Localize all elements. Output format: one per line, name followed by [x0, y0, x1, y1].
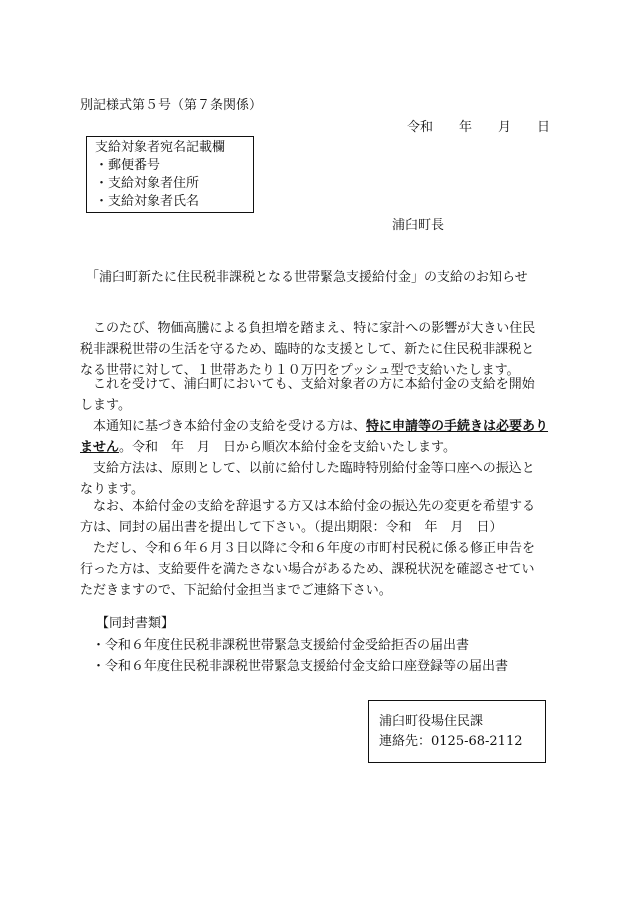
address-item-postal: ・郵便番号 — [95, 158, 161, 173]
sender: 浦臼町長 — [392, 218, 445, 233]
body-paragraph-2 — [80, 374, 552, 416]
body-paragraph-3 — [80, 416, 552, 458]
body-line: なる世帯に対して、１世帯あたり１０万円をプッシュ型で支給いたします。 — [80, 363, 520, 378]
date-line: 令和 年 月 日 — [406, 120, 550, 135]
address-box-title: 支給対象者宛名記載欄 — [95, 140, 226, 155]
body-line: このたび、物価高騰による負担増を踏まえ、特に家計への影響が大きい住民 — [80, 321, 536, 336]
body-paragraph-6 — [80, 538, 552, 601]
enclosure-item: ・令和６年度住民税非課税世帯緊急支援給付金支給口座登録等の届出書 — [92, 659, 509, 674]
body-paragraph-1 — [80, 318, 552, 381]
address-item-address: ・支給対象者住所 — [95, 176, 200, 191]
body-line — [80, 437, 552, 458]
body-line: 方は、同封の届出書を提出して下さい。（提出期限：令和 年 月 日） — [80, 520, 503, 535]
body-line: 行った方は、支給要件を満たさない場合があるため、課税状況を確認させてい — [80, 562, 535, 577]
form-number: 別記様式第５号（第７条関係） — [80, 98, 263, 113]
body-line: 支給方法は、原則として、以前に給付した臨時特別給付金等口座への振込と — [80, 461, 535, 476]
enclosures-heading: 【同封書類】 — [96, 616, 175, 631]
body-line: します。 — [80, 398, 131, 413]
body-line: なお、本給付金の支給を辞退する方又は本給付金の振込先の変更を希望する — [80, 499, 536, 514]
contact-office: 浦臼町役場住民課 — [379, 714, 484, 729]
emphasis-no-application-end: ません — [80, 440, 120, 455]
body-line: これを受けて、浦臼町においても、支給対象者の方に本給付金の支給を開始 — [80, 377, 535, 392]
body-paragraph-4 — [80, 458, 552, 500]
body-line: ただし、令和６年６月３日以降に令和６年度の市町村民税に係る修正申告を — [80, 541, 536, 556]
contact-phone: 連絡先：0125-68-2112 — [379, 734, 523, 749]
body-line: なります。 — [80, 482, 144, 497]
body-text: 。令和 年 月 日から順次本給付金を支給いたします。 — [119, 440, 456, 455]
address-box — [86, 136, 254, 213]
subject: 「浦臼町新たに住民税非課税となる世帯緊急支援給付金」の支給のお知らせ — [86, 270, 528, 285]
body-line: ただきますので、下記給付金担当までご連絡下さい。 — [80, 583, 392, 598]
enclosure-item: ・令和６年度住民税非課税世帯緊急支援給付金受給拒否の届出書 — [92, 638, 470, 653]
body-line — [80, 416, 552, 437]
address-item-name: ・支給対象者氏名 — [95, 194, 200, 209]
body-line: 税非課税世帯の生活を守るため、臨時的な支援として、新たに住民税非課税と — [80, 342, 535, 357]
emphasis-no-application: 特に申請等の手続きは必要あり — [366, 419, 549, 434]
contact-box — [368, 700, 546, 763]
body-paragraph-5 — [80, 496, 552, 538]
body-text: 本通知に基づき本給付金の支給を受ける方は、 — [80, 419, 367, 434]
